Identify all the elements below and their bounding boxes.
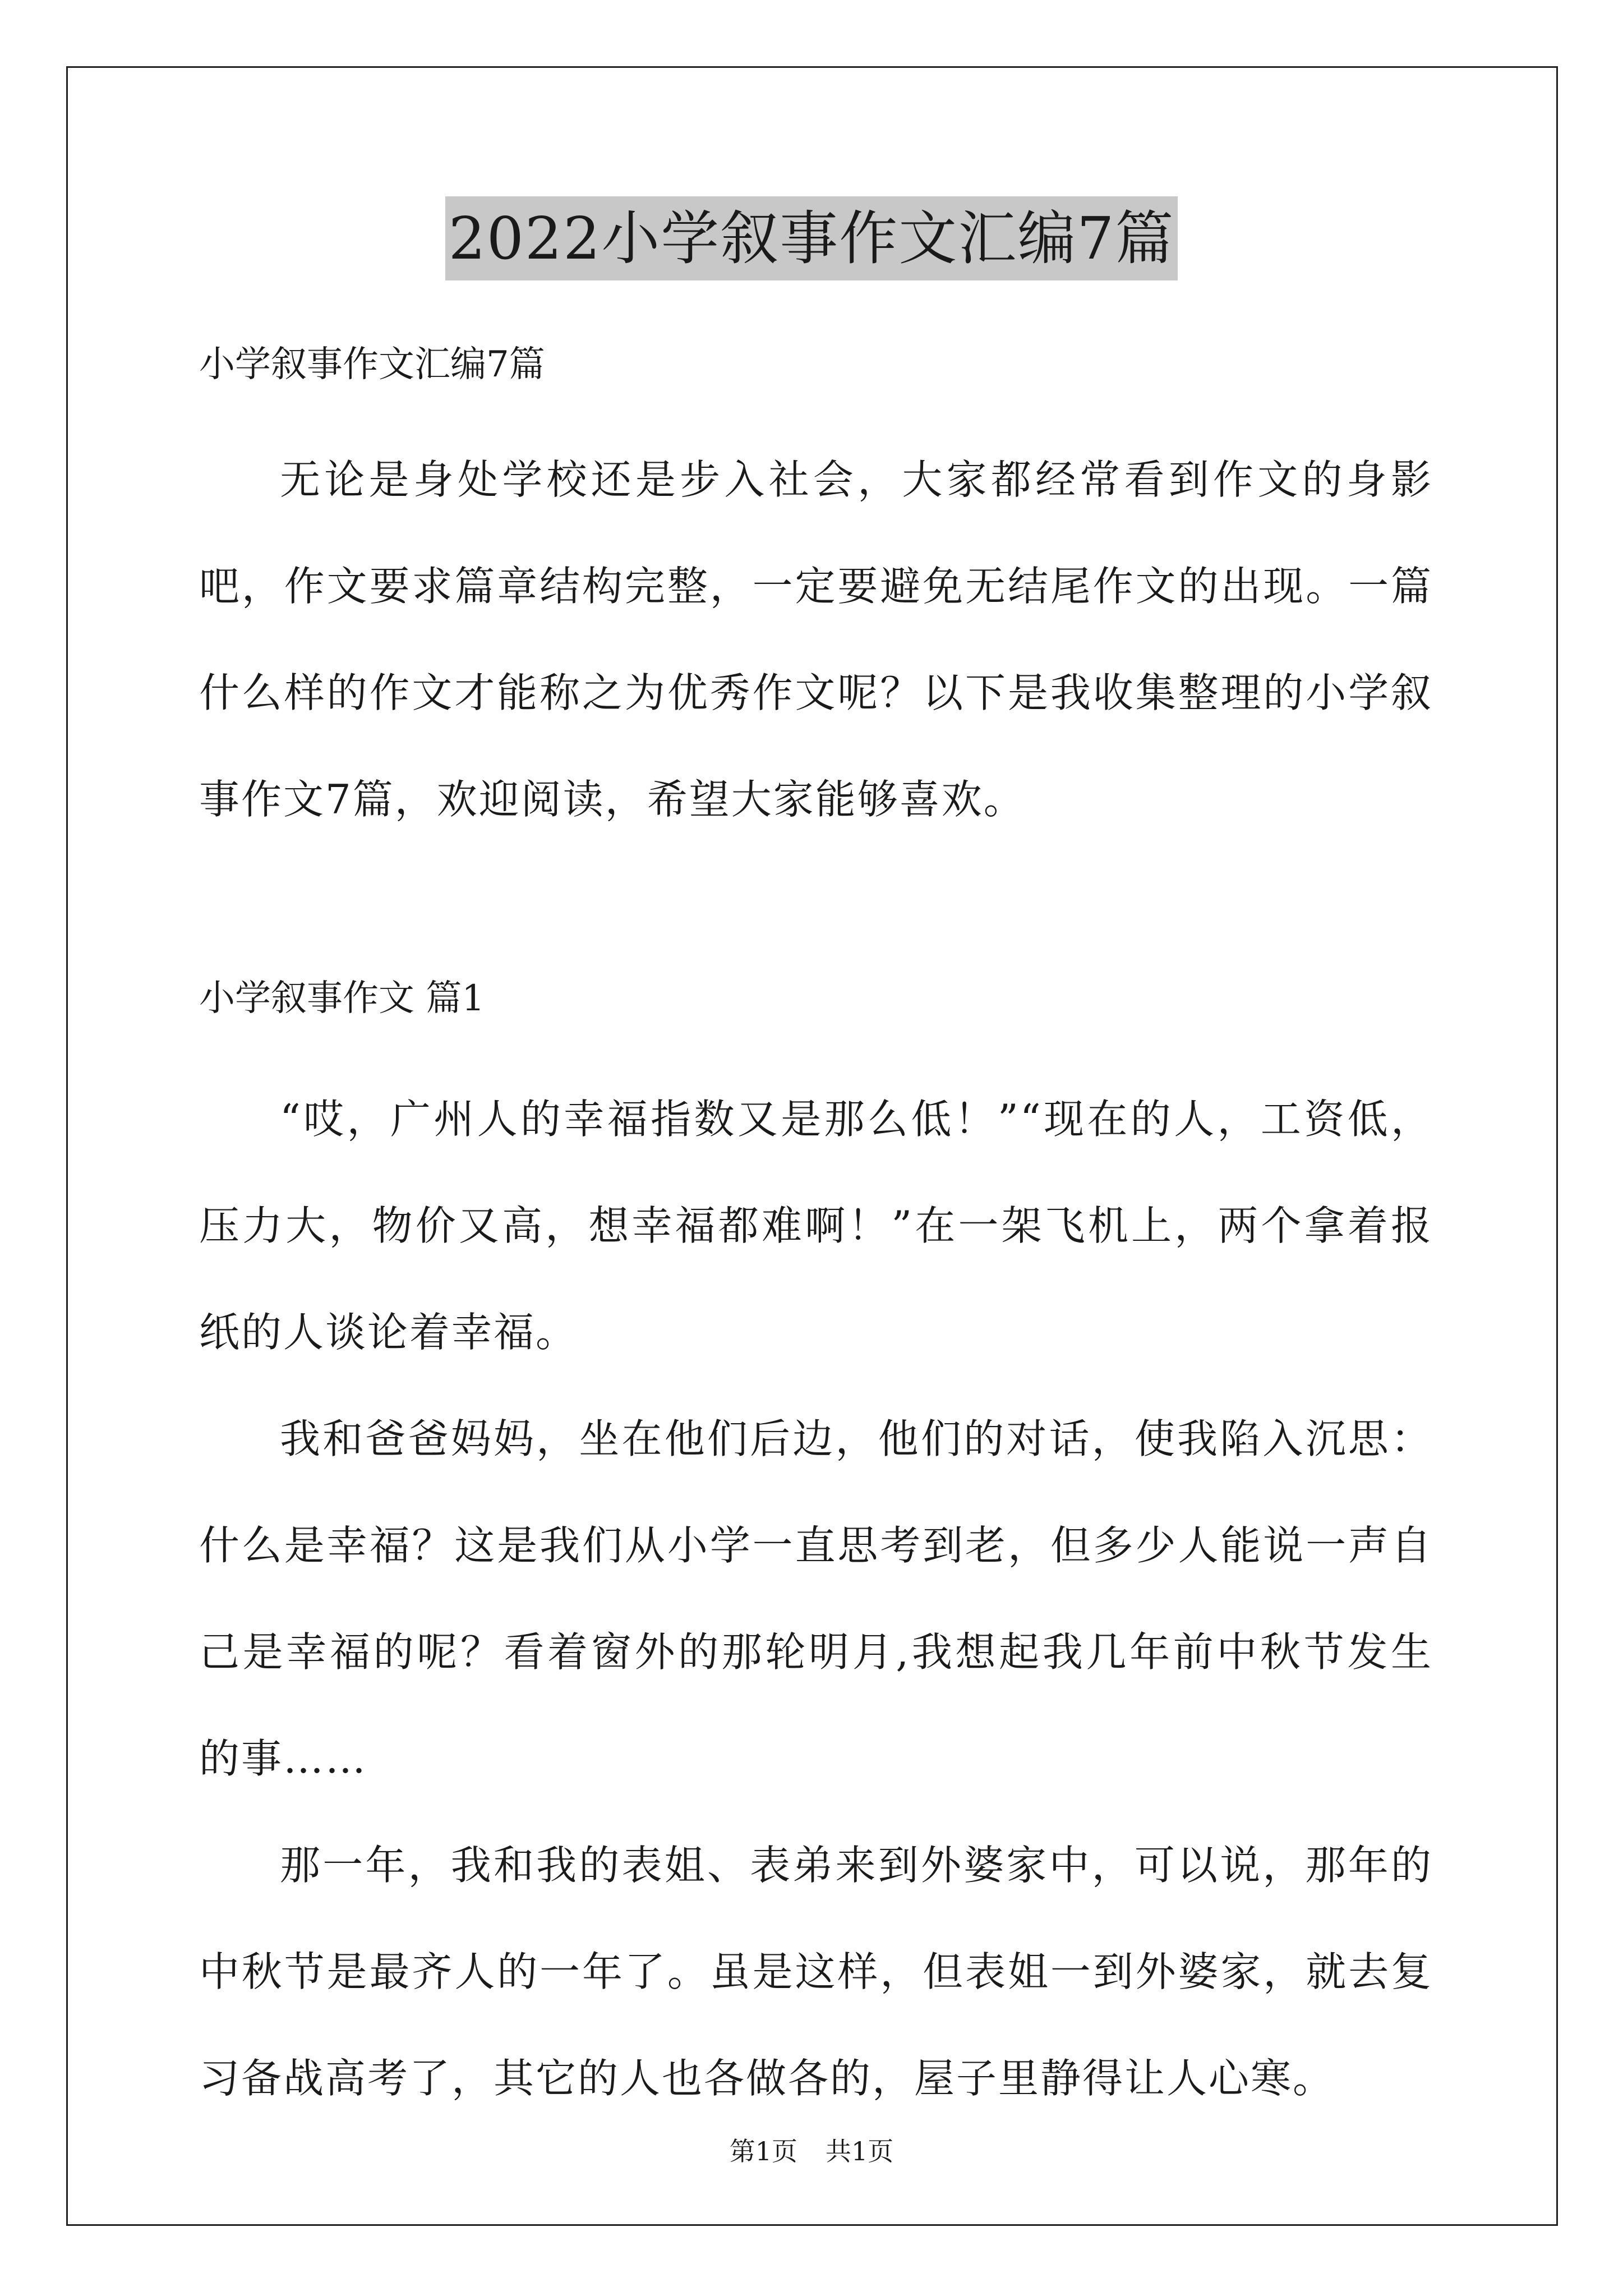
intro-paragraph: 无论是身处学校还是步入社会，大家都经常看到作文的身影吧，作文要求篇章结构完整，一定要避免无结尾作文的出现。一篇什么样的作文才能称之为优秀作文呢？以下是我收集整理的小学叙事作文7篇，欢迎阅读，希望大家能够喜欢。 (199, 456, 1433, 823)
page-footer (0, 2134, 1623, 2168)
section-heading: 小学叙事作文 篇1 (199, 978, 485, 1019)
title-area (0, 196, 1623, 280)
document-body (199, 337, 1433, 2132)
page-number-total: 共1页 (826, 2136, 894, 2166)
document-title: 2022小学叙事作文汇编7篇 (445, 196, 1178, 280)
body-paragraph: 那一年，我和我的表姐、表弟来到外婆家中，可以说，那年的中秋节是最齐人的一年了。虽是这样，但表姐一到外婆家，就去复习备战高考了，其它的人也各做各的，屋子里静得让人心寒。 (199, 1842, 1433, 2102)
body-paragraph: 我和爸爸妈妈，坐在他们后边，他们的对话，使我陷入沉思：什么是幸福？这是我们从小学一直思考到老，但多少人能说一声自己是幸福的呢？看着窗外的那轮明月,我想起我几年前中秋节发生的事…… (199, 1415, 1433, 1782)
body-paragraph: “哎，广州人的幸福指数又是那么低！”“现在的人，工资低，压力大，物价又高，想幸福都难啊！”在一架飞机上，两个拿着报纸的人谈论着幸福。 (199, 1096, 1433, 1356)
document-subtitle: 小学叙事作文汇编7篇 (199, 344, 545, 385)
page-number-current: 第1页 (729, 2136, 797, 2166)
